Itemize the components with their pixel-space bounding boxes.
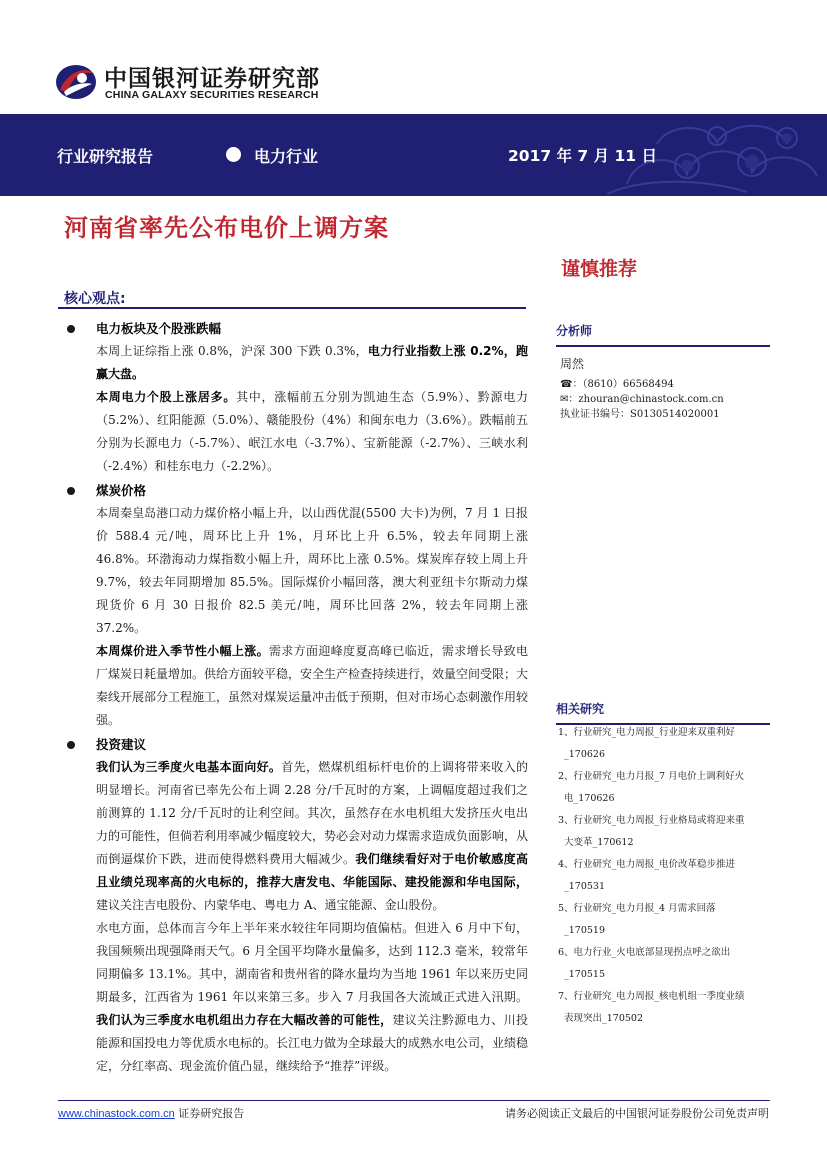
related-list bbox=[558, 722, 768, 1030]
analyst-phone: ☎：（8610）66568494 bbox=[560, 379, 674, 390]
core-heading: 核心观点: bbox=[64, 291, 126, 307]
analyst-email[interactable]: ✉：zhouran@chinastock.com.cn bbox=[560, 394, 724, 405]
galaxy-logo-icon bbox=[54, 62, 98, 102]
company-name-cn: 中国银河证券研究部 bbox=[104, 66, 320, 92]
bullet-icon bbox=[67, 741, 75, 749]
header-band bbox=[0, 114, 827, 196]
paragraph: 本周秦皇岛港口动力煤价格小幅上升，以山西优混(5500 大卡)为例，7 月 1 日报价 588.4 元/吨，周环比上升 1%，月环比上升 6.5%，较去年同期上涨 46.8%。环渤海动力煤指数小幅上升，周环比上涨 0.5%。煤炭库存较上周上升 9.7%，较去年同期增加 85.5%。国际煤价小幅回落，澳大利亚纽卡尔斯动力煤现货价 6 月 30 日报价 82.5 美元/吨，周环比回落 2%，较去年同期上涨 37.2%。 bbox=[96, 506, 528, 635]
list-item[interactable]: 7、行业研究_电力周报_核电机组一季度业绩 表现突出_170502 bbox=[558, 991, 745, 1024]
analyst-block bbox=[556, 322, 770, 347]
footer-disclaimer: 请务必阅读正文最后的中国银河证券股份公司免责声明 bbox=[505, 1107, 769, 1120]
paragraph: 我们认为三季度火电基本面向好。首先，燃煤机组标杆电价的上调将带来收入的明显增长。河南省已率先公布上调 2.28 分/千瓦时的方案，上调幅度超过我们之前测算的 1.12 分/千瓦时的让利空间。其次，虽然存在水电机组大发挤压火电出力的可能性，但倘若利用率减少幅度较大，势必会对动力煤需求造成负面影响，从而倒逼煤价下跌，进而使得燃料费用大幅减少。我们继续看好对于电价敏感度高且业绩兑现率高的火电标的，推荐大唐发电、华能国际、建投能源和华电国际，建议关注吉电股份、内蒙华电、粤电力 A、通宝能源、金山股份。 bbox=[96, 760, 529, 912]
report-date: 2017 年 7 月 11 日 bbox=[508, 147, 657, 165]
list-item[interactable]: 2、行业研究_电力月报_7 月电价上调利好火 电_170626 bbox=[558, 771, 745, 804]
list-item[interactable]: 6、电力行业_火电底部显现拐点呼之欲出 _170515 bbox=[558, 947, 731, 980]
list-item[interactable]: 4、行业研究_电力周报_电价改革稳步推进 _170531 bbox=[558, 859, 736, 892]
analyst-license: 执业证书编号：S0130514020001 bbox=[560, 409, 720, 420]
section-heading: 电力板块及个股涨跌幅 bbox=[96, 321, 222, 336]
paragraph: 水电方面，总体而言今年上半年来水较往年同期均值偏枯。但进入 6 月中下旬，我国频频出现强降雨天气。6 月全国平均降水量偏多，达到 112.3 毫米，较常年同期偏多 13.1%。其中，湖南省和贵州省的降水量均为当地 1961 年以来历史同期最多，江西省为 1961 年以来第三多。步入 7 月我国各大流域正式进入汛期。我们认为三季度水电机组出力存在大幅改善的可能性，建议关注黔源电力、川投能源和国投电力等优质水电标的。长江电力做为全球最大的成熟水电公司，业绩稳定，分红率高、现金流价值凸显，继续给予“推荐”评级。 bbox=[96, 921, 529, 1073]
section-heading: 投资建议 bbox=[96, 737, 147, 752]
related-heading: 相关研究 bbox=[556, 702, 605, 716]
paragraph: 本周上证综指上涨 0.8%，沪深 300 下跌 0.3%，电力行业指数上涨 0.2%，跑赢大盘。 bbox=[96, 344, 528, 381]
divider bbox=[556, 345, 770, 347]
report-type: 行业研究报告 bbox=[57, 147, 154, 166]
main-content bbox=[62, 318, 528, 1078]
bullet-icon bbox=[67, 325, 75, 333]
paragraph: 本周电力个股上涨居多。其中，涨幅前五分别为凯迪生态（5.9%）、黔源电力（5.2%）、红阳能源（5.0%）、赣能股份（4%）和闽东电力（3.6%）。跌幅前五分别为长源电力（-5.7%）、岷江水电（-3.7%）、宝新能源（-2.7%）、三峡水利（-2.4%）和桂东电力（-2.2%）。 bbox=[96, 390, 528, 473]
company-name-en: CHINA GALAXY SECURITIES RESEARCH bbox=[105, 89, 319, 101]
section-heading: 煤炭价格 bbox=[96, 483, 147, 498]
section-coal-price bbox=[62, 480, 528, 732]
company-logo bbox=[54, 60, 344, 106]
bullet-icon bbox=[67, 487, 75, 495]
analyst-name: 周然 bbox=[560, 357, 585, 371]
list-item[interactable]: 1、行业研究_电力周报_行业迎来双重利好 _170626 bbox=[558, 727, 736, 760]
rating-badge: 谨慎推荐 bbox=[561, 258, 638, 280]
list-item[interactable]: 3、行业研究_电力周报_行业格局或将迎来重 大变革_170612 bbox=[558, 815, 745, 848]
report-title: 河南省率先公布电价上调方案 bbox=[64, 214, 389, 242]
paragraph: 本周煤价进入季节性小幅上涨。需求方面迎峰度夏高峰已临近，需求增长导致电厂煤炭日耗量增加。供给方面较平稳，安全生产检查持续进行，效量空间受限；大秦线开展部分工程施工，虽然对煤炭运量冲击低于预期，但对市场心态刺激作用较强。 bbox=[96, 644, 529, 727]
divider bbox=[58, 307, 526, 309]
section-investment bbox=[62, 734, 528, 1078]
list-item[interactable]: 5、行业研究_电力月报_4 月需求回落 _170519 bbox=[558, 903, 716, 936]
analyst-heading: 分析师 bbox=[556, 324, 593, 338]
footer-left: www.chinastock.com.cn 证券研究报告 bbox=[58, 1107, 245, 1120]
industry-label: 电力行业 bbox=[254, 147, 319, 166]
bullet-dot-icon bbox=[226, 147, 241, 162]
section-power-sector bbox=[62, 318, 528, 478]
website-link[interactable]: www.chinastock.com.cn bbox=[58, 1108, 175, 1120]
footer-divider bbox=[58, 1100, 770, 1101]
